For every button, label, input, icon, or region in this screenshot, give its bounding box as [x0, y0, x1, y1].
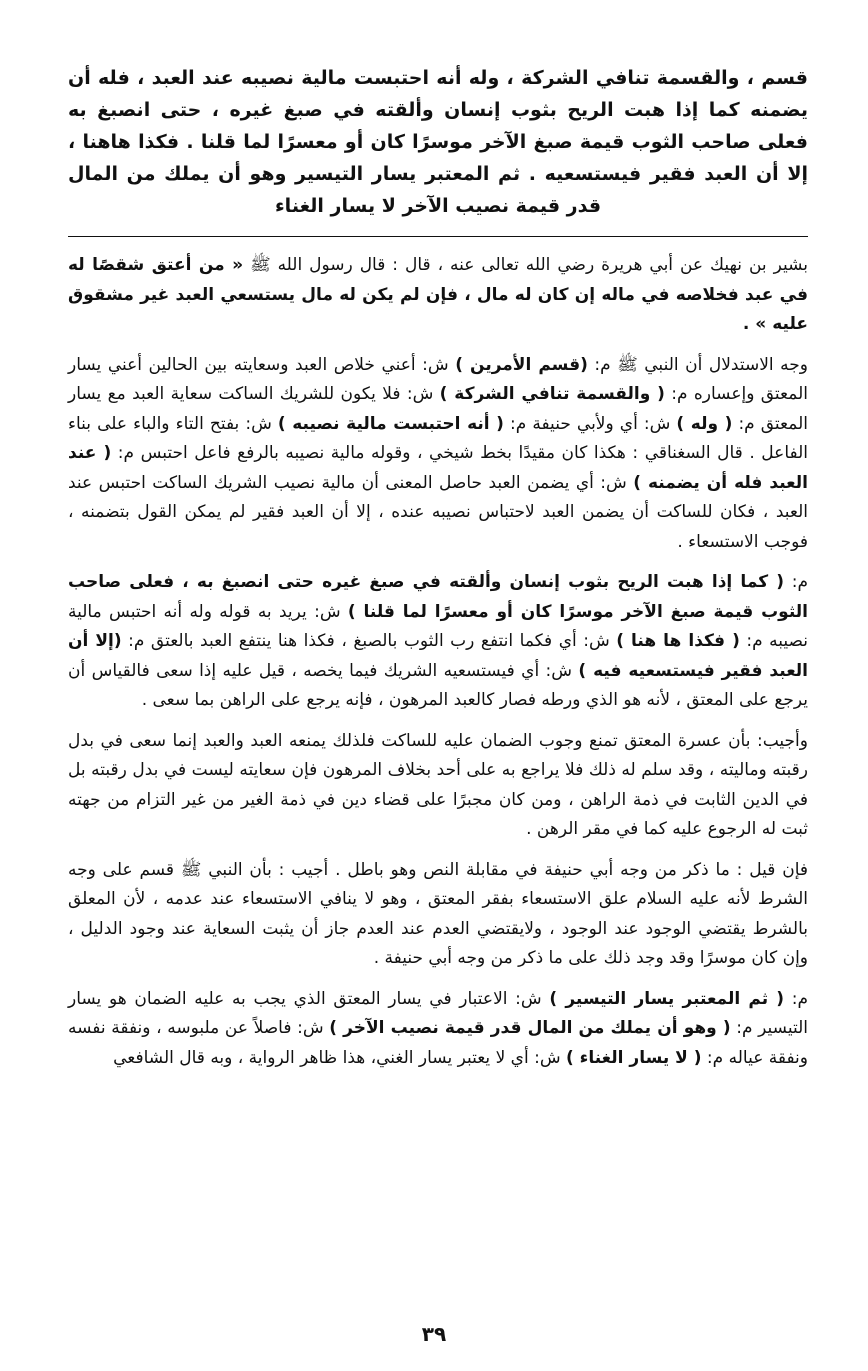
commentary-text: ش: الاعتبار في يسار المعتق الذي يجب به عليه الضمان هو يسار التيسير م:: [68, 988, 808, 1038]
main-text: قسم ، والقسمة تنافي الشركة ، وله أنه احتبست مالية نصيبه عند العبد ، فله أن يضمنه كما إذا هبت الريح بثوب إنسان وألقته في صبغ غيره ، حتى انصبغ به فعلى صاحب الثوب قيمة صبغ الآخر موسرًا كان أو معسرًا لما قلنا . فكذا هاهنا ، إلا أن العبد فقير فيستسعيه . ثم المعتبر يسار التيسير وهو أن يملك من المال قدر قيمة نصيب الآخر لا يسار الغناء: [68, 67, 808, 217]
matn-quote: ( أنه احتبست مالية نصيبه ): [277, 413, 504, 434]
matn-quote: ( لا يسار الغناء ): [565, 1047, 702, 1068]
commentary-text: م:: [784, 988, 808, 1009]
commentary-text: فإن قيل : ما ذكر من وجه أبي حنيفة في مقابلة النص وهو باطل . أجيب : بأن النبي ﷺ قسم على وجه الشرط لأنه عليه السلام علق الاستسعاء بفقر المعتق ، وهو لا ينافي الاستسعاء عند عدمه ، لأن المعلق بالشرط يقتضي الوجود عند الوجود ، ولايقتضي العدم عند العدم جاز أن يثبت السعاية عند وجود الدليل ، وإن كان موسرًا وقد وجد ذلك على ما ذكر من وجه أبي حنيفة .: [68, 859, 808, 968]
matn-quote: « من أعتق شقصًا له في عبد فخلاصه في ماله إن كان له مال ، فإن لم يكن له مال يستسعي العبد غير مشقوق عليه » .: [68, 255, 808, 334]
matn-quote: ( وله ): [676, 413, 733, 434]
commentary-paragraph-p5: [68, 856, 808, 974]
matn-quote: (إلا أن العبد فقير فيستسعيه فيه ): [68, 631, 809, 681]
commentary-paragraph-p1: [68, 251, 808, 340]
commentary-text: ش: أعني خلاص العبد وسعايته بين الحالين أعني يسار المعتق وإعساره م:: [68, 354, 808, 404]
matn-quote: (قسم الأمرين ): [455, 354, 588, 375]
commentary-paragraph-p2: [68, 351, 808, 558]
commentary-text: ش: يريد به قوله وله أنه احتبس مالية نصيبه م:: [68, 601, 808, 651]
matn-quote: ( ثم المعتبر يسار التيسير ): [549, 988, 785, 1009]
commentary-text: ش: أي فكما انتفع رب الثوب بالصبغ ، فكذا هنا ينتفع العبد بالعتق م:: [121, 631, 617, 651]
commentary-text: ش: أي فيستسعيه الشريك فيما يخصه ، قيل عليه إذا سعى فالقياس أن يرجع على المعتق ، لأنه هو الذي ورطه فصار كالعبد المرهون ، فإنه يرجع على الراهن بما سعى .: [68, 660, 808, 710]
matn-quote: ( عند العبد فله أن يضمنه ): [68, 443, 808, 493]
commentary-paragraph-p3: [68, 568, 808, 716]
matn-quote: ( والقسمة تنافي الشركة ): [439, 384, 665, 404]
section-divider: [68, 236, 808, 237]
commentary-text: وجه الاستدلال أن النبي ﷺ م:: [587, 354, 809, 375]
page-number: ٣٩: [421, 1322, 447, 1346]
commentary-text: ش: أي يضمن العبد حاصل المعنى أن مالية نصيب الشريك الساكت احتبس عند العبد ، فكان للساكت أن يضمن العبد لاحتباس نصيبه عنده ، إلا أن العبد فقير لم يمكن القول بتضمنه ، فوجب الاستسعاء .: [68, 472, 808, 552]
commentary-text: ش: فلا يكون للشريك الساكت سعاية العبد مع يسار المعتق م:: [68, 384, 808, 434]
commentary-section: [68, 251, 808, 1073]
commentary-text: ش: بفتح التاء والباء على بناء الفاعل . قال السغناقي : هكذا كان مقيدًا بخط شيخي ، وقوله مالية نصيبه بالرفع فاعل احتبس م:: [68, 413, 809, 463]
matn-quote: ( وهو أن يملك من المال قدر قيمة نصيب الآخر ): [329, 1018, 731, 1038]
commentary-text: بشير بن نهيك عن أبي هريرة رضي الله تعالى عنه ، قال : قال رسول الله ﷺ: [243, 255, 808, 275]
commentary-paragraph-p6: [68, 985, 808, 1074]
matn-quote: ( فكذا ها هنا ): [616, 631, 740, 651]
commentary-text: ش: فاصلاً عن ملبوسه ، ونفقة نفسه ونفقة عياله م:: [68, 1018, 808, 1068]
commentary-text: وأجيب: بأن عسرة المعتق تمنع وجوب الضمان عليه للساكت فلذلك يمنعه العبد والعبد إنما سعى في بدل رقبته وماليته ، وقد سلم له ذلك فلا يراجع به على أحد بخلاف المرهون فإن سعايته ليست في بدل رقبته بل في الدين الثابت في ذمة الراهن ، ومن كان مجبرًا على قضاء دين في ذمة الغير من غير التزام من جهته ثبت له الرجوع عليه كما في مقر الرهن .: [68, 730, 808, 839]
commentary-paragraph-p4: [68, 727, 808, 845]
matn-quote: ( كما إذا هبت الريح بثوب إنسان وألقته في صبغ غيره حتى انصبغ به ، فعلى صاحب الثوب قيمة صبغ الآخر موسرًا كان أو معسرًا لما قلنا ): [68, 572, 808, 622]
commentary-text: ش: أي لا يعتبر يسار الغني، هذا ظاهر الرواية ، وبه قال الشافعي: [113, 1047, 566, 1068]
commentary-text: ش: أي ولأبي حنيفة م:: [503, 413, 677, 434]
commentary-text: م:: [784, 572, 808, 592]
